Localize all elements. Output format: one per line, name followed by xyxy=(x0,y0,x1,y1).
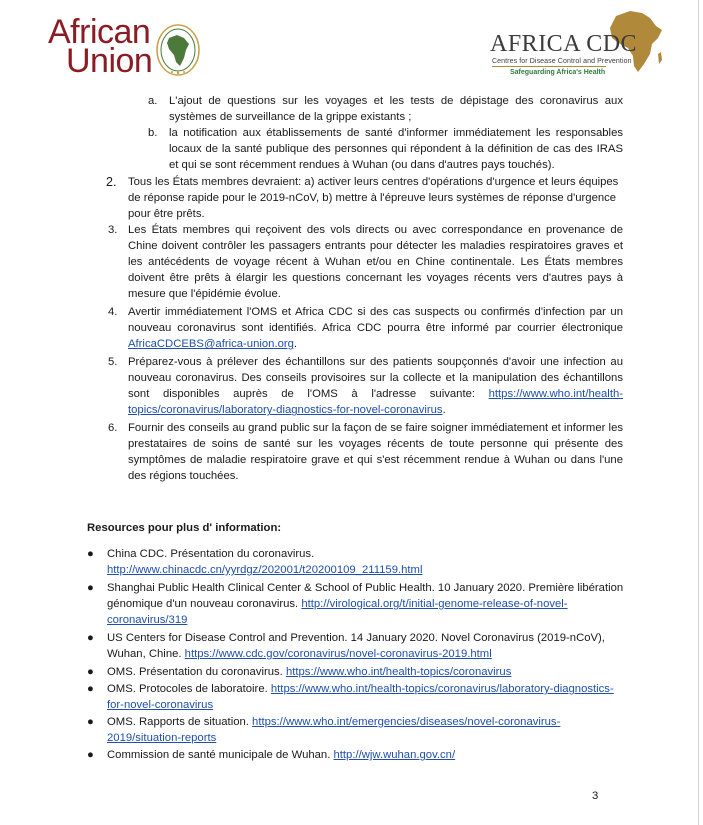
resource-link[interactable]: http://www.chinacdc.cn/yyrdgz/202001/t20200109_211159.html xyxy=(107,564,423,576)
sublist-item-text: la notification aux établissements de santé d'informer immédiatement les responsables locaux de la santé publique des personnes qui répondent à la définition de cas des IRAS et qui se sont récemment rendues à Wuhan (ou dans d'autres pays touchés). xyxy=(169,127,623,172)
resource-item xyxy=(87,630,627,662)
who-lab-diagnostics-link[interactable]: https://www.who.int/health-topics/coronavirus/laboratory-diagnostics-for-novel-coronavirus xyxy=(128,388,623,417)
resource-link[interactable]: https://www.cdc.gov/coronavirus/novel-coronavirus-2019.html xyxy=(184,648,492,660)
resource-item xyxy=(87,580,627,628)
list-item-text: Préparez-vous à prélever des échantillons sur des patients soupçonnés d'avoir une infection au nouveau coronavirus. Des conseils provisoires sur la collecte et la manipulation des échantillons sont disponibles auprès de l'OMS à l'adresse suivante: xyxy=(128,356,623,401)
africa-cdc-logo xyxy=(488,8,676,84)
list-item-text: Tous les États membres devraient: a) activer leurs centres d'opérations d'urgence et leurs équipes de réponse rapide pour le 2019-nCoV, b) mettre à l'épreuve leurs systèmes de réponse d'urgence pour être prêts. xyxy=(128,176,619,221)
sublist-item xyxy=(169,125,623,173)
resource-text: China CDC. Présentation du coronavirus. xyxy=(107,548,315,560)
list-item-text: Avertir immédiatement l'OMS et Africa CDC si des cas suspects ou confirmés d'infection par un nouveau coronavirus sont identifiés. Africa CDC pourra être informé par courrier électronique xyxy=(128,306,623,335)
resources-heading: Resources pour plus d' information: xyxy=(87,522,282,534)
list-item-text: Fournir des conseils au grand public sur la façon de se faire soigner immédiatement et informer les prestataires de soins de santé sur les voyages récents de toute personne qui présente des symptômes de maladie respiratoire grave et qui s'est récemment rendue à Wuhan ou dans l'une des régions touchées. xyxy=(128,422,623,483)
bullet-dot-icon: ● xyxy=(87,666,94,678)
list-item-text-end: . xyxy=(442,404,446,417)
page-number: 3 xyxy=(592,790,599,802)
resource-link[interactable]: https://www.who.int/health-topics/coronavirus/laboratory-diagnostics-for-novel-coronavirus xyxy=(107,683,614,711)
resource-text: OMS. Présentation du coronavirus. xyxy=(107,666,286,678)
sublist-marker: a. xyxy=(148,95,158,107)
bullet-dot-icon: ● xyxy=(87,749,94,761)
cdc-logo-name: AFRICA CDC xyxy=(490,31,638,57)
cdc-logo-divider xyxy=(492,66,606,67)
list-item xyxy=(128,304,623,352)
resource-link[interactable]: http://virological.org/t/initial-genome-release-of-novel-coronavirus/319 xyxy=(107,598,568,626)
resource-link[interactable]: https://www.who.int/emergencies/diseases/novel-coronavirus-2019/situation-reports xyxy=(107,716,561,744)
au-logo-line1: African xyxy=(48,13,151,51)
list-item-number: 5. xyxy=(108,356,118,368)
bullet-dot-icon: ● xyxy=(87,683,94,695)
bullet-dot-icon: ● xyxy=(87,548,94,560)
email-link[interactable]: AfricaCDCEBS@africa-union.org xyxy=(128,338,294,351)
resource-text: Commission de santé municipale de Wuhan. xyxy=(107,749,334,761)
bullet-dot-icon: ● xyxy=(87,582,94,594)
resource-link[interactable]: http://wjw.wuhan.gov.cn/ xyxy=(333,749,456,761)
list-item-number: 4. xyxy=(108,306,118,318)
resource-item xyxy=(87,664,627,680)
africa-emblem-icon xyxy=(155,22,201,78)
au-logo-line2: Union xyxy=(66,42,153,80)
page-edge xyxy=(698,0,699,825)
cdc-logo-subtitle: Centres for Disease Control and Prevention xyxy=(492,58,632,65)
au-logo-wordmark xyxy=(48,13,153,80)
list-item xyxy=(128,222,623,302)
resource-link[interactable]: https://www.who.int/health-topics/coronavirus xyxy=(285,666,512,678)
list-item xyxy=(128,420,623,484)
resource-text: US Centers for Disease Control and Prevention. 14 January 2020. Novel Coronavirus (2019-nCoV), Wuhan, Chine. xyxy=(107,632,605,660)
resource-item xyxy=(87,681,627,713)
list-item-number: 2. xyxy=(106,175,117,189)
list-item-text-end: . xyxy=(293,338,298,351)
sublist-item xyxy=(169,93,623,125)
list-item xyxy=(128,174,623,222)
resource-text: Shanghai Public Health Clinical Center & School of Public Health. 10 January 2020. Première libération génomique d'un nouveau coronavirus. xyxy=(107,582,624,610)
cdc-logo-tagline: Safeguarding Africa's Health xyxy=(510,69,606,76)
list-item xyxy=(128,354,623,418)
resource-item xyxy=(87,714,627,746)
resource-item xyxy=(87,546,627,578)
bullet-dot-icon: ● xyxy=(87,716,94,728)
sublist-item-text: L'ajout de questions sur les voyages et les tests de dépistage des coronavirus aux systèmes de surveillance de la grippe existants ; xyxy=(169,95,623,124)
resource-item xyxy=(87,747,627,763)
resource-text: OMS. Protocoles de laboratoire. xyxy=(107,683,271,695)
list-item-number: 3. xyxy=(108,224,118,236)
list-item-number: 6. xyxy=(108,422,118,434)
list-item-text: Les États membres qui reçoivent des vols directs ou avec correspondance en provenance de Chine doivent contrôler les passagers entrants pour détecter les maladies respiratoires graves et les antécédents de voyage récent à Wuhan et/ou en Chine continentale. Les États membres doivent être prêts à élargir les questions concernant les voyages récents vers d'autres pays à mesure que l'épidémie évolue. xyxy=(128,224,623,301)
bullet-dot-icon: ● xyxy=(87,632,94,644)
resource-text: OMS. Rapports de situation. xyxy=(107,716,253,728)
african-union-logo xyxy=(48,13,208,82)
sublist-marker: b. xyxy=(148,127,158,139)
